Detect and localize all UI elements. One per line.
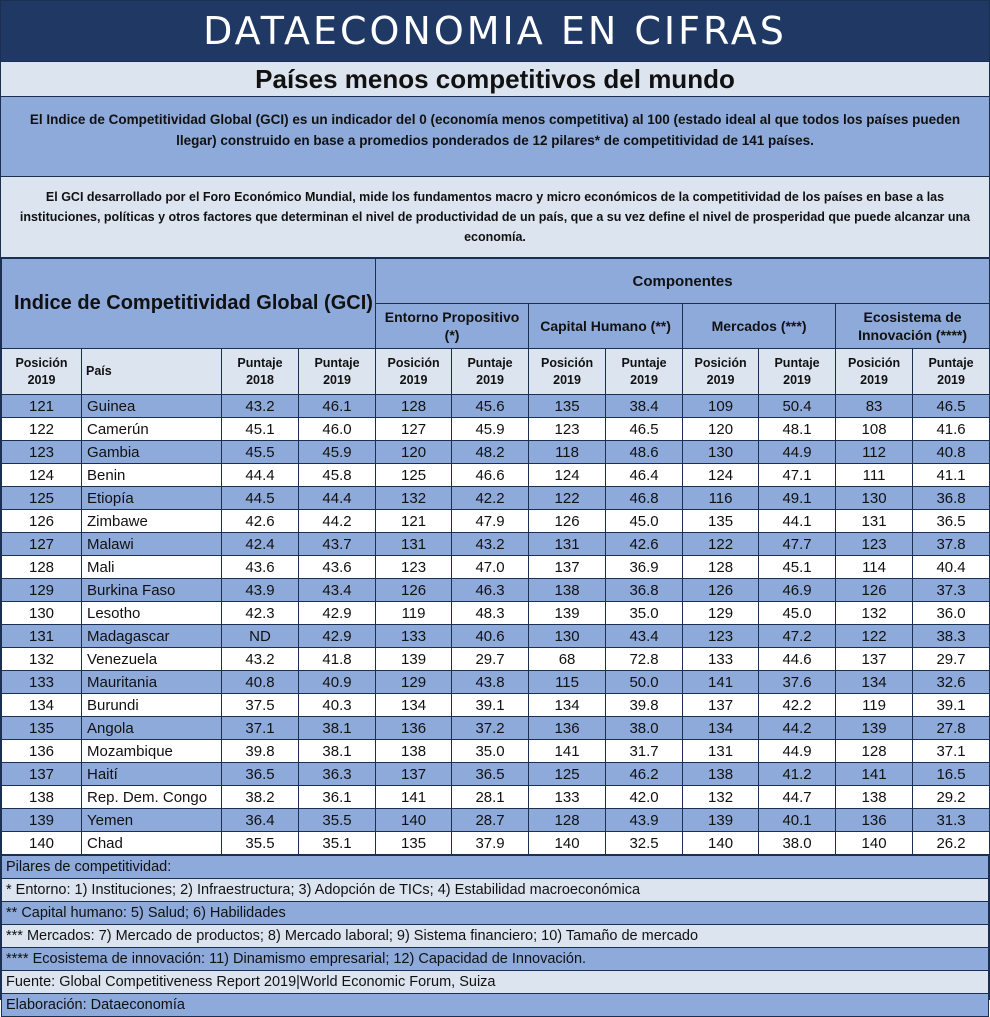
value-cell: 134	[836, 671, 913, 694]
value-cell: 132	[683, 786, 759, 809]
value-cell: 126	[836, 579, 913, 602]
value-cell: 42.6	[222, 510, 299, 533]
value-cell: 131	[529, 533, 606, 556]
value-cell: 127	[2, 533, 82, 556]
value-cell: 138	[836, 786, 913, 809]
value-cell: 130	[683, 441, 759, 464]
value-cell: 37.5	[222, 694, 299, 717]
value-cell: 28.1	[452, 786, 529, 809]
value-cell: 46.0	[299, 418, 376, 441]
value-cell: 123	[836, 533, 913, 556]
value-cell: 31.7	[606, 740, 683, 763]
value-cell: 135	[683, 510, 759, 533]
banner-title: DATAECONOMIA EN CIFRAS	[1, 1, 989, 61]
value-cell: 44.6	[759, 648, 836, 671]
value-cell: 111	[836, 464, 913, 487]
country-cell: Mauritania	[82, 671, 222, 694]
value-cell: 48.6	[606, 441, 683, 464]
value-cell: 43.4	[606, 625, 683, 648]
value-cell: 134	[2, 694, 82, 717]
table-body	[2, 395, 990, 855]
value-cell: 46.5	[913, 395, 990, 418]
value-cell: 36.0	[913, 602, 990, 625]
value-cell: 37.6	[759, 671, 836, 694]
value-cell: 131	[2, 625, 82, 648]
value-cell: 128	[836, 740, 913, 763]
value-cell: 37.8	[913, 533, 990, 556]
value-cell: 120	[376, 441, 452, 464]
value-cell: 44.9	[759, 441, 836, 464]
table-row	[2, 556, 990, 579]
value-cell: 126	[2, 510, 82, 533]
value-cell: 37.9	[452, 832, 529, 855]
value-cell: 133	[529, 786, 606, 809]
value-cell: 37.1	[913, 740, 990, 763]
value-cell: 32.5	[606, 832, 683, 855]
value-cell: 44.1	[759, 510, 836, 533]
table-row	[2, 763, 990, 786]
value-cell: 132	[2, 648, 82, 671]
value-cell: 42.9	[299, 602, 376, 625]
value-cell: 128	[683, 556, 759, 579]
value-cell: 138	[683, 763, 759, 786]
value-cell: 35.0	[452, 740, 529, 763]
value-cell: 118	[529, 441, 606, 464]
table-row	[2, 648, 990, 671]
value-cell: 139	[836, 717, 913, 740]
value-cell: 39.1	[913, 694, 990, 717]
pillar-note: **** Ecosistema de innovación: 11) Dinamismo empresarial; 12) Capacidad de Innovación.	[2, 948, 989, 971]
country-cell: Venezuela	[82, 648, 222, 671]
value-cell: 36.4	[222, 809, 299, 832]
value-cell: 46.1	[299, 395, 376, 418]
value-cell: 119	[376, 602, 452, 625]
table-row	[2, 786, 990, 809]
value-cell: 27.8	[913, 717, 990, 740]
value-cell: 120	[683, 418, 759, 441]
table-row	[2, 694, 990, 717]
value-cell: 35.5	[222, 832, 299, 855]
pillar-note: *** Mercados: 7) Mercado de productos; 8) Mercado laboral; 9) Sistema financiero; 10) Tamaño de mercado	[2, 925, 989, 948]
value-cell: 41.8	[299, 648, 376, 671]
value-cell: 39.1	[452, 694, 529, 717]
value-cell: 16.5	[913, 763, 990, 786]
value-cell: 135	[376, 832, 452, 855]
intro-paragraph-2: El GCI desarrollado por el Foro Económico Mundial, mide los fundamentos macro y micro económicos de la competitividad de los países en base a las instituciones, políticas y otros factores que determinan el nivel de productividad de un país, que a su vez define el nivel de prosperidad que puede alcanzar una economía.	[1, 177, 989, 258]
table-row	[2, 717, 990, 740]
country-cell: Angola	[82, 717, 222, 740]
country-cell: Zimbawe	[82, 510, 222, 533]
country-cell: Burundi	[82, 694, 222, 717]
col-position: Posición 2019	[2, 349, 82, 395]
value-cell: 39.8	[222, 740, 299, 763]
value-cell: 46.6	[452, 464, 529, 487]
value-cell: 139	[376, 648, 452, 671]
value-cell: 39.8	[606, 694, 683, 717]
value-cell: 137	[836, 648, 913, 671]
value-cell: 121	[2, 395, 82, 418]
value-cell: 130	[529, 625, 606, 648]
country-cell: Rep. Dem. Congo	[82, 786, 222, 809]
col-innovacion-pos: Posición 2019	[836, 349, 913, 395]
col-capital-score: Puntaje 2019	[606, 349, 683, 395]
value-cell: 46.9	[759, 579, 836, 602]
value-cell: 46.4	[606, 464, 683, 487]
value-cell: 123	[529, 418, 606, 441]
value-cell: 45.1	[759, 556, 836, 579]
value-cell: 115	[529, 671, 606, 694]
value-cell: 141	[683, 671, 759, 694]
value-cell: 135	[2, 717, 82, 740]
value-cell: 37.3	[913, 579, 990, 602]
value-cell: 36.8	[606, 579, 683, 602]
value-cell: 140	[2, 832, 82, 855]
value-cell: 141	[376, 786, 452, 809]
table-row	[2, 832, 990, 855]
value-cell: 45.8	[299, 464, 376, 487]
value-cell: 28.7	[452, 809, 529, 832]
value-cell: 128	[2, 556, 82, 579]
value-cell: 46.3	[452, 579, 529, 602]
value-cell: 46.2	[606, 763, 683, 786]
country-cell: Madagascar	[82, 625, 222, 648]
intro-paragraph-1: El Indice de Competitividad Global (GCI) es un indicador del 0 (economía menos competitiva) al 100 (estado ideal al que todos los países pueden llegar) construido en base a promedios ponderados de 12 pilares* de competitividad de 141 países.	[1, 97, 989, 177]
value-cell: ND	[222, 625, 299, 648]
value-cell: 48.3	[452, 602, 529, 625]
value-cell: 124	[683, 464, 759, 487]
value-cell: 41.6	[913, 418, 990, 441]
value-cell: 132	[836, 602, 913, 625]
value-cell: 47.2	[759, 625, 836, 648]
value-cell: 139	[2, 809, 82, 832]
value-cell: 35.0	[606, 602, 683, 625]
value-cell: 43.9	[606, 809, 683, 832]
value-cell: 42.6	[606, 533, 683, 556]
value-cell: 135	[529, 395, 606, 418]
country-cell: Camerún	[82, 418, 222, 441]
value-cell: 140	[529, 832, 606, 855]
value-cell: 38.1	[299, 717, 376, 740]
table-row	[2, 533, 990, 556]
value-cell: 127	[376, 418, 452, 441]
value-cell: 137	[2, 763, 82, 786]
value-cell: 40.6	[452, 625, 529, 648]
value-cell: 47.0	[452, 556, 529, 579]
value-cell: 36.9	[606, 556, 683, 579]
value-cell: 72.8	[606, 648, 683, 671]
value-cell: 108	[836, 418, 913, 441]
components-header: Componentes	[376, 259, 990, 304]
country-cell: Etiopía	[82, 487, 222, 510]
value-cell: 44.9	[759, 740, 836, 763]
value-cell: 134	[683, 717, 759, 740]
value-cell: 134	[529, 694, 606, 717]
gci-table	[1, 258, 990, 855]
value-cell: 48.1	[759, 418, 836, 441]
value-cell: 83	[836, 395, 913, 418]
table-row	[2, 579, 990, 602]
value-cell: 36.1	[299, 786, 376, 809]
value-cell: 29.7	[452, 648, 529, 671]
value-cell: 131	[683, 740, 759, 763]
value-cell: 136	[2, 740, 82, 763]
country-cell: Chad	[82, 832, 222, 855]
value-cell: 138	[529, 579, 606, 602]
table-row	[2, 625, 990, 648]
value-cell: 49.1	[759, 487, 836, 510]
notes-table	[1, 855, 989, 1017]
value-cell: 40.3	[299, 694, 376, 717]
value-cell: 36.5	[222, 763, 299, 786]
value-cell: 48.2	[452, 441, 529, 464]
value-cell: 45.5	[222, 441, 299, 464]
value-cell: 50.0	[606, 671, 683, 694]
value-cell: 141	[836, 763, 913, 786]
value-cell: 36.3	[299, 763, 376, 786]
value-cell: 38.2	[222, 786, 299, 809]
value-cell: 42.2	[759, 694, 836, 717]
value-cell: 50.4	[759, 395, 836, 418]
value-cell: 42.2	[452, 487, 529, 510]
source-note: Elaboración: Dataeconomía	[2, 994, 989, 1017]
value-cell: 44.4	[299, 487, 376, 510]
value-cell: 41.1	[913, 464, 990, 487]
value-cell: 41.2	[759, 763, 836, 786]
country-cell: Haití	[82, 763, 222, 786]
table-row	[2, 418, 990, 441]
value-cell: 133	[376, 625, 452, 648]
value-cell: 138	[376, 740, 452, 763]
value-cell: 45.6	[452, 395, 529, 418]
table-row	[2, 441, 990, 464]
value-cell: 38.1	[299, 740, 376, 763]
value-cell: 122	[836, 625, 913, 648]
value-cell: 137	[529, 556, 606, 579]
value-cell: 36.5	[452, 763, 529, 786]
value-cell: 130	[836, 487, 913, 510]
value-cell: 125	[2, 487, 82, 510]
table-row	[2, 464, 990, 487]
value-cell: 109	[683, 395, 759, 418]
col-innovacion-score: Puntaje 2019	[913, 349, 990, 395]
table-row	[2, 395, 990, 418]
value-cell: 140	[683, 832, 759, 855]
value-cell: 44.2	[759, 717, 836, 740]
value-cell: 43.4	[299, 579, 376, 602]
value-cell: 123	[376, 556, 452, 579]
value-cell: 136	[376, 717, 452, 740]
value-cell: 139	[529, 602, 606, 625]
col-score-2019: Puntaje 2019	[299, 349, 376, 395]
value-cell: 140	[836, 832, 913, 855]
value-cell: 122	[2, 418, 82, 441]
country-cell: Burkina Faso	[82, 579, 222, 602]
value-cell: 43.6	[222, 556, 299, 579]
pillar-note: * Entorno: 1) Instituciones; 2) Infraestructura; 3) Adopción de TICs; 4) Estabilidad macroeconómica	[2, 879, 989, 902]
value-cell: 133	[2, 671, 82, 694]
country-cell: Guinea	[82, 395, 222, 418]
value-cell: 45.9	[452, 418, 529, 441]
value-cell: 114	[836, 556, 913, 579]
value-cell: 47.1	[759, 464, 836, 487]
value-cell: 37.2	[452, 717, 529, 740]
source-note: Fuente: Global Competitiveness Report 2019|World Economic Forum, Suiza	[2, 971, 989, 994]
country-cell: Mozambique	[82, 740, 222, 763]
value-cell: 134	[376, 694, 452, 717]
value-cell: 31.3	[913, 809, 990, 832]
value-cell: 137	[683, 694, 759, 717]
value-cell: 44.7	[759, 786, 836, 809]
value-cell: 35.5	[299, 809, 376, 832]
value-cell: 44.2	[299, 510, 376, 533]
value-cell: 38.0	[606, 717, 683, 740]
table-row	[2, 510, 990, 533]
country-cell: Benin	[82, 464, 222, 487]
group-entorno: Entorno Propositivo (*)	[376, 304, 529, 349]
value-cell: 136	[529, 717, 606, 740]
value-cell: 133	[683, 648, 759, 671]
value-cell: 47.7	[759, 533, 836, 556]
value-cell: 130	[2, 602, 82, 625]
value-cell: 38.3	[913, 625, 990, 648]
value-cell: 68	[529, 648, 606, 671]
value-cell: 43.7	[299, 533, 376, 556]
table-row	[2, 671, 990, 694]
value-cell: 43.9	[222, 579, 299, 602]
value-cell: 37.1	[222, 717, 299, 740]
col-capital-pos: Posición 2019	[529, 349, 606, 395]
value-cell: 129	[376, 671, 452, 694]
value-cell: 43.2	[222, 395, 299, 418]
value-cell: 45.0	[606, 510, 683, 533]
value-cell: 122	[683, 533, 759, 556]
value-cell: 131	[376, 533, 452, 556]
value-cell: 125	[529, 763, 606, 786]
value-cell: 38.4	[606, 395, 683, 418]
country-cell: Lesotho	[82, 602, 222, 625]
table-row	[2, 602, 990, 625]
value-cell: 36.5	[913, 510, 990, 533]
pillar-note: ** Capital humano: 5) Salud; 6) Habilidades	[2, 902, 989, 925]
value-cell: 47.9	[452, 510, 529, 533]
gci-header: Indice de Competitividad Global (GCI)	[2, 259, 376, 349]
value-cell: 42.9	[299, 625, 376, 648]
value-cell: 128	[376, 395, 452, 418]
value-cell: 43.2	[222, 648, 299, 671]
value-cell: 45.1	[222, 418, 299, 441]
value-cell: 44.5	[222, 487, 299, 510]
value-cell: 112	[836, 441, 913, 464]
col-mercados-pos: Posición 2019	[683, 349, 759, 395]
value-cell: 122	[529, 487, 606, 510]
value-cell: 129	[683, 602, 759, 625]
value-cell: 26.2	[913, 832, 990, 855]
value-cell: 124	[2, 464, 82, 487]
value-cell: 139	[683, 809, 759, 832]
value-cell: 43.8	[452, 671, 529, 694]
value-cell: 140	[376, 809, 452, 832]
value-cell: 46.5	[606, 418, 683, 441]
col-mercados-score: Puntaje 2019	[759, 349, 836, 395]
value-cell: 126	[376, 579, 452, 602]
col-entorno-pos: Posición 2019	[376, 349, 452, 395]
value-cell: 123	[2, 441, 82, 464]
table-row	[2, 809, 990, 832]
value-cell: 32.6	[913, 671, 990, 694]
value-cell: 40.9	[299, 671, 376, 694]
country-cell: Mali	[82, 556, 222, 579]
value-cell: 45.0	[759, 602, 836, 625]
col-entorno-score: Puntaje 2019	[452, 349, 529, 395]
table-row	[2, 487, 990, 510]
value-cell: 126	[529, 510, 606, 533]
value-cell: 42.3	[222, 602, 299, 625]
value-cell: 131	[836, 510, 913, 533]
value-cell: 124	[529, 464, 606, 487]
value-cell: 29.2	[913, 786, 990, 809]
value-cell: 35.1	[299, 832, 376, 855]
group-mercados: Mercados (***)	[683, 304, 836, 349]
value-cell: 132	[376, 487, 452, 510]
value-cell: 42.0	[606, 786, 683, 809]
value-cell: 137	[376, 763, 452, 786]
value-cell: 116	[683, 487, 759, 510]
table-row	[2, 740, 990, 763]
col-country: País	[82, 349, 222, 395]
value-cell: 129	[2, 579, 82, 602]
value-cell: 38.0	[759, 832, 836, 855]
value-cell: 40.8	[913, 441, 990, 464]
value-cell: 121	[376, 510, 452, 533]
value-cell: 40.1	[759, 809, 836, 832]
value-cell: 123	[683, 625, 759, 648]
value-cell: 119	[836, 694, 913, 717]
value-cell: 46.8	[606, 487, 683, 510]
value-cell: 141	[529, 740, 606, 763]
value-cell: 40.4	[913, 556, 990, 579]
value-cell: 138	[2, 786, 82, 809]
value-cell: 136	[836, 809, 913, 832]
value-cell: 29.7	[913, 648, 990, 671]
value-cell: 126	[683, 579, 759, 602]
notes-heading: Pilares de competitividad:	[2, 856, 989, 879]
country-cell: Gambia	[82, 441, 222, 464]
col-score-2018: Puntaje 2018	[222, 349, 299, 395]
value-cell: 45.9	[299, 441, 376, 464]
country-cell: Yemen	[82, 809, 222, 832]
value-cell: 125	[376, 464, 452, 487]
value-cell: 43.6	[299, 556, 376, 579]
group-innovacion: Ecosistema de Innovación (****)	[836, 304, 990, 349]
value-cell: 42.4	[222, 533, 299, 556]
page-title: Países menos competitivos del mundo	[1, 61, 989, 97]
value-cell: 128	[529, 809, 606, 832]
value-cell: 36.8	[913, 487, 990, 510]
value-cell: 44.4	[222, 464, 299, 487]
country-cell: Malawi	[82, 533, 222, 556]
value-cell: 43.2	[452, 533, 529, 556]
value-cell: 40.8	[222, 671, 299, 694]
group-capital-humano: Capital Humano (**)	[529, 304, 683, 349]
